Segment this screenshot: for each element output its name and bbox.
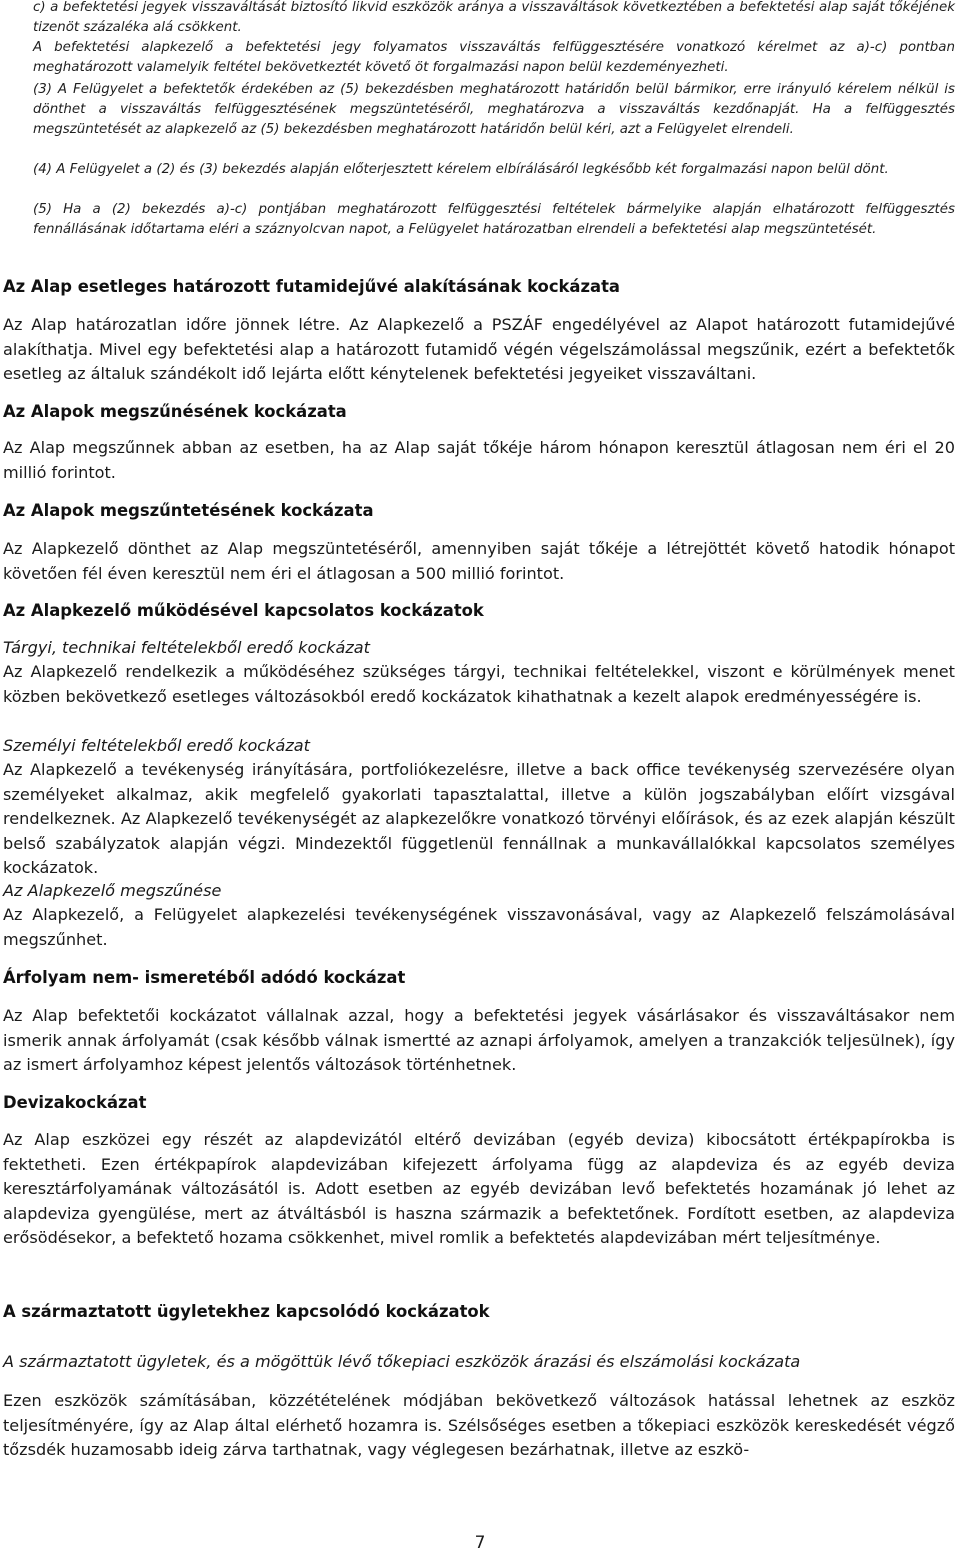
text-personnel-risk: Az Alapkezelő a tevékenység irányítására, portfoliókezelésre, illetve a back office tevékenység szervezésére olyan személyeket alkalmaz, akik megfelelő gyakorlati tapasztalattal, illetve a külön jogszabályban előírt vizsgával rendelkeznek. Az Alapkezelő tevékenységét az alapkezelőkre vonatkozó törvényi előírások, és az ezek alapján készült belső szabályzatok alapján végzi. Mindezektől függetlenül fennállnak a munkavállalókkal kapcsolatos személyes kockázatok.	[3, 760, 955, 877]
legal-clause-4: (4) A Felügyelet a (2) és (3) bekezdés alapján előterjesztett kérelem elbírálásáról legkésőbb két forgalmazási napon belül dönt.	[33, 162, 889, 177]
text-derivatives-pricing: Ezen eszközök számításában, közzétételének módjában bekövetkező változások hatással lehetnek az eszköz teljesítményére, így az Alap által elérhető hozamra is. Szélsőséges esetben a tőkepiaci eszközök kereskedését végző tőzsdék huzamosabb ideig zárva tarthatnak, vagy véglegesen bezárhatnak, illetve az eszkö-	[3, 1391, 955, 1459]
heading-currency-risk: Devizakockázat	[3, 1093, 147, 1112]
text-fixed-term-risk: Az Alap határozatlan időre jönnek létre. Az Alapkezelő a PSZÁF engedélyével az Alapot határozott futamidejűvé alakíthatja. Mivel egy befektetési alap a határozott futamidő végén végelszámolással megszűnik, ezért a befektetők esetleg az általuk szándékolt idő lejárta előtt kénytelenek befektetési jegyeiket visszaváltani.	[3, 315, 955, 383]
legal-clause-initiation: A befektetési alapkezelő a befektetési jegy folyamatos visszaváltás felfüggesztésére vonatkozó kérelmet az a)-c) pontban meghatározott valamelyik feltétel bekövetkeztét követő öt forgalmazási napon belül kezdeményezheti.	[33, 40, 955, 76]
page-number: 7	[474, 1533, 486, 1553]
subheading-technical-risk: Tárgyi, technikai feltételekből eredő kockázat	[3, 638, 370, 657]
legal-clause-c: c) a befektetési jegyek visszaváltását biztosító likvid eszközök aránya a visszaváltások következtében a befektetési alap saját tőkéjének tizenöt százaléka alá csökkent.	[33, 0, 955, 36]
heading-manager-risks: Az Alapkezelő működésével kapcsolatos kockázatok	[3, 601, 484, 620]
subheading-derivatives-pricing: A származtatott ügyletek, és a mögöttük lévő tőkepiaci eszközök árazási és elszámolási kockázata	[3, 1352, 801, 1371]
legal-clause-5: (5) Ha a (2) bekezdés a)-c) pontjában meghatározott felfüggesztési feltételek bármelyike alapján elhatározott felfüggesztés fennállásának időtartama eléri a száznyolcvan napot, a Felügyelet határozatban elrendeli a befektetési alap megszüntetését.	[33, 202, 955, 238]
text-manager-termination: Az Alapkezelő, a Felügyelet alapkezelési tevékenységének visszavonásával, vagy az Alapkezelő felszámolásával megszűnhet.	[3, 905, 955, 949]
heading-termination-risk: Az Alapok megszűnésének kockázata	[3, 402, 347, 421]
heading-derivatives-risk: A származtatott ügyletekhez kapcsolódó kockázatok	[3, 1302, 490, 1321]
heading-price-unknown-risk: Árfolyam nem- ismeretéből adódó kockázat	[3, 968, 406, 987]
heading-fixed-term-risk: Az Alap esetleges határozott futamidejűvé alakításának kockázata	[3, 277, 620, 296]
heading-dissolution-risk: Az Alapok megszűntetésének kockázata	[3, 501, 374, 520]
text-currency-risk: Az Alap eszközei egy részét az alapdevizától eltérő devizában (egyéb deviza) kibocsátott értékpapírokba is fektetheti. Ezen értékpapírok alapdevizában kifejezett árfolyama függ az alapdeviza és az egyéb deviza keresztárfolyamának változásától is. Adott esetben az egyéb devizában levő befektetés hozamának jó lehet az alapdeviza gyengülése, mert az átváltásból is haszna származik a befektetőnek. Fordított esetben, az alapdeviza erősödésekor, a befektető hozama csökkenhet, mivel romlik a befektetés alapdevizában mért teljesítménye.	[3, 1130, 955, 1247]
legal-clause-3: (3) A Felügyelet a befektetők érdekében az (5) bekezdésben meghatározott határidőn belül bármikor, erre irányuló kérelem nélkül is dönthet a visszaváltás felfüggesztésének megszüntetéséről, meghatározva a visszaváltás kezdőnapját. Ha a felfüggesztés megszüntetését az alapkezelő az (5) bekezdésben meghatározott határidőn belül kéri, azt a Felügyelet elrendeli.	[33, 82, 955, 138]
text-price-unknown-risk: Az Alap befektetői kockázatot vállalnak azzal, hogy a befektetési jegyek vásárlásakor és visszaváltásakor nem ismerik annak árfolyamát (csak később válnak ismertté az aznapi árfolyamok, amelyen a tranzakciók teljesülnek), így az ismert árfolyamhoz képest jelentős változások történhetnek.	[3, 1006, 955, 1074]
subheading-personnel-risk: Személyi feltételekből eredő kockázat	[3, 736, 310, 755]
text-termination-risk: Az Alap megszűnnek abban az esetben, ha az Alap saját tőkéje három hónapon keresztül átlagosan nem éri el 20 millió forintot.	[3, 438, 955, 482]
text-technical-risk: Az Alapkezelő rendelkezik a működéséhez szükséges tárgyi, technikai feltételekkel, viszont e körülmények menet közben bekövetkező esetleges változásokból eredő kockázatok kihathatnak a kezelt alapok eredményességére is.	[3, 662, 955, 706]
subheading-manager-termination: Az Alapkezelő megszűnése	[3, 881, 222, 900]
text-dissolution-risk: Az Alapkezelő dönthet az Alap megszüntetéséről, amennyiben saját tőkéje a létrejöttét követő hatodik hónapot követően fél éven keresztül nem éri el átlagosan a 500 millió forintot.	[3, 539, 955, 583]
